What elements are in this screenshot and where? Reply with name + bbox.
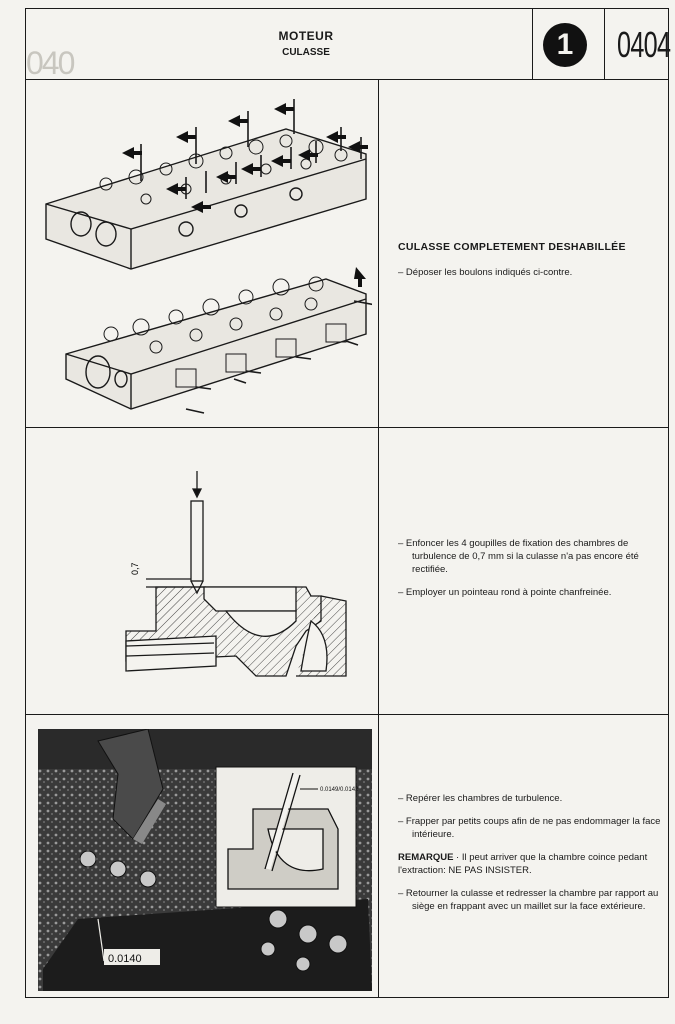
page-number-box [604,9,671,79]
remark-label: REMARQUE [398,852,454,863]
section3-remark [398,851,663,877]
header-subtitle: CULASSE [282,47,330,58]
column-divider [378,79,379,997]
bleed-through-mark: 040 [26,45,74,81]
section3-step-2: – Frapper par petits coups afin de ne pas endommager la face intérieure. [398,816,661,840]
section3-step-3: – Retourner la culasse et redresser la chambre par rapport au siège en frappant avec un maillet sur la face extérieure. [398,888,659,912]
row-divider-1 [26,427,668,428]
section2-step-1: – Enfoncer les 4 goupilles de fixation des chambres de turbulence de 0,7 mm si la culasse n'a pas encore été rectifiée. [398,538,639,575]
section3-text [398,792,663,923]
page-number: 0404 [617,24,671,65]
row-divider-2 [26,714,668,715]
section2-step-2: – Employer un pointeau rond à pointe chanfreinée. [398,587,612,598]
page-header [26,9,671,81]
header-title: MOTEUR [278,29,334,43]
photo-dimension-label: 0.0140 [108,953,142,965]
chamber-removal-photo [38,729,372,991]
section3-step-1: – Repérer les chambres de turbulence. [398,793,563,804]
document-page [25,8,669,998]
inset-dimension-label: 0.0149/0.0142 [320,787,359,793]
section2-text [398,537,663,609]
section1-text [398,241,663,289]
cylinder-head-figure [36,89,372,419]
cross-section-figure [96,471,366,686]
section1-title: CULASSE COMPLETEMENT DESHABILLÉE [398,241,626,253]
remark-text: · Il peut arriver que la chambre coince pedant l'extraction: NE PAS INSISTER. [398,852,648,876]
section1-step: – Déposer les boulons indiqués ci-contre. [398,267,573,278]
section-number: 1 [543,23,587,67]
section-number-box [532,9,605,79]
dimension-label: 0,7 [130,562,140,575]
